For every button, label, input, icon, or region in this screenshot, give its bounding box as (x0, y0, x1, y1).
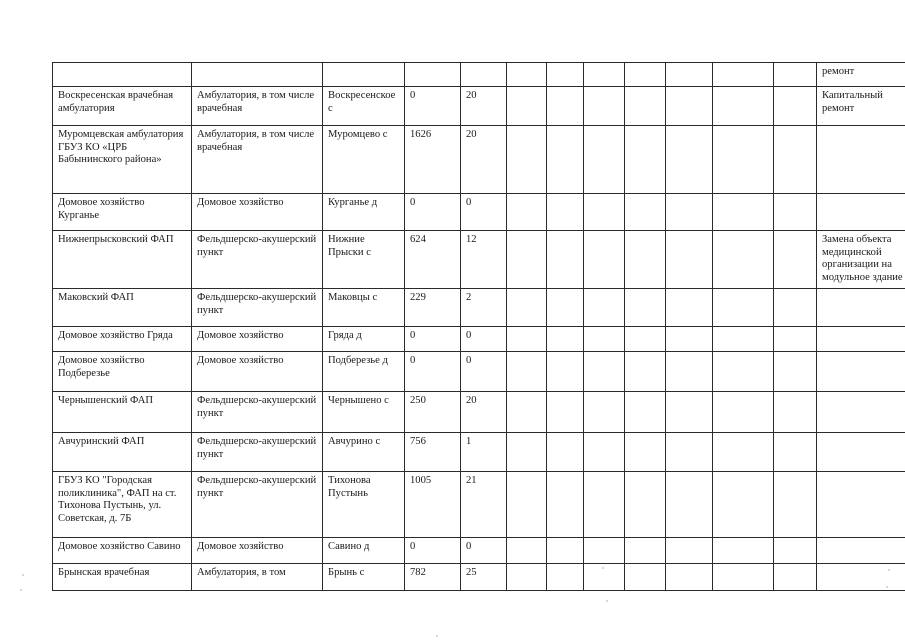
cell-type: Домовое хозяйство (192, 327, 323, 352)
cell-note (817, 289, 905, 327)
cell-empty (713, 392, 774, 433)
cell-empty (547, 327, 584, 352)
cell-name: Чернышенский ФАП (53, 392, 192, 433)
cell-empty (584, 231, 625, 289)
cell-empty (584, 289, 625, 327)
cell-locality: Воскресенское с (323, 87, 405, 126)
cell-locality: Тихонова Пустынь (323, 472, 405, 538)
cell-population: 0 (405, 352, 461, 392)
cell-note: ремонт (817, 63, 905, 87)
table-row (53, 392, 905, 433)
cell-name: Домовое хозяйство Подберезье (53, 352, 192, 392)
cell-empty (666, 564, 713, 591)
cell-empty (507, 472, 547, 538)
cell-empty (507, 231, 547, 289)
cell-empty (625, 194, 666, 231)
cell-name: Маковский ФАП (53, 289, 192, 327)
cell-empty (625, 392, 666, 433)
table-row (53, 87, 905, 126)
cell-locality: Гряда д (323, 327, 405, 352)
cell-population: 1626 (405, 126, 461, 194)
scan-speck (606, 600, 608, 602)
cell-note (817, 538, 905, 564)
cell-empty (625, 433, 666, 472)
cell-name: Нижнепрысковский ФАП (53, 231, 192, 289)
cell-type: Домовое хозяйство (192, 538, 323, 564)
cell-type: Фельдшерско-акушерский пункт (192, 392, 323, 433)
cell-locality: Нижние Прыски с (323, 231, 405, 289)
cell-type: Амбулатория, в том (192, 564, 323, 591)
table-row (53, 194, 905, 231)
cell-name: Домовое хозяйство Гряда (53, 327, 192, 352)
cell-empty (666, 327, 713, 352)
scan-speck (436, 635, 438, 637)
cell-locality: Авчурино с (323, 433, 405, 472)
cell-locality: Брынь с (323, 564, 405, 591)
cell-note (817, 564, 905, 591)
cell-distance (461, 63, 507, 87)
cell-empty (625, 63, 666, 87)
cell-population: 1005 (405, 472, 461, 538)
cell-empty (666, 352, 713, 392)
cell-empty (547, 352, 584, 392)
cell-population: 0 (405, 538, 461, 564)
cell-population: 0 (405, 327, 461, 352)
cell-empty (774, 289, 817, 327)
cell-empty (774, 472, 817, 538)
table-row (53, 472, 905, 538)
cell-empty (713, 327, 774, 352)
cell-name: ГБУЗ КО "Городская поликлиника", ФАП на ст. Тихонова Пустынь, ул. Советская, д. 7Б (53, 472, 192, 538)
cell-type: Домовое хозяйство (192, 194, 323, 231)
cell-empty (507, 327, 547, 352)
cell-empty (774, 392, 817, 433)
cell-empty (666, 194, 713, 231)
cell-empty (547, 231, 584, 289)
cell-empty (507, 564, 547, 591)
table-row (53, 327, 905, 352)
cell-locality: Муромцево с (323, 126, 405, 194)
cell-empty (507, 194, 547, 231)
scan-speck (22, 574, 24, 576)
cell-empty (625, 126, 666, 194)
cell-name: Брынская врачебная (53, 564, 192, 591)
cell-note: Замена объекта медицинской организации на модульное здание (817, 231, 905, 289)
cell-population: 0 (405, 87, 461, 126)
cell-name: Авчуринский ФАП (53, 433, 192, 472)
cell-empty (666, 433, 713, 472)
cell-empty (774, 564, 817, 591)
cell-empty (666, 87, 713, 126)
cell-type: Фельдшерско-акушерский пункт (192, 472, 323, 538)
cell-empty (666, 472, 713, 538)
cell-empty (547, 289, 584, 327)
table-row (53, 352, 905, 392)
cell-population: 0 (405, 194, 461, 231)
cell-empty (584, 194, 625, 231)
table-row (53, 538, 905, 564)
cell-empty (713, 289, 774, 327)
cell-empty (507, 352, 547, 392)
cell-note: Капитальный ремонт (817, 87, 905, 126)
cell-empty (584, 352, 625, 392)
facilities-table (52, 62, 905, 591)
cell-type: Амбулатория, в том числе врачебная (192, 87, 323, 126)
cell-empty (666, 231, 713, 289)
cell-note (817, 392, 905, 433)
cell-population (405, 63, 461, 87)
cell-note (817, 433, 905, 472)
cell-locality: Чернышено с (323, 392, 405, 433)
cell-empty (774, 327, 817, 352)
cell-empty (774, 352, 817, 392)
cell-type: Фельдшерско-акушерский пункт (192, 433, 323, 472)
cell-type: Фельдшерско-акушерский пункт (192, 289, 323, 327)
cell-empty (584, 87, 625, 126)
cell-empty (547, 472, 584, 538)
cell-empty (713, 231, 774, 289)
cell-population: 229 (405, 289, 461, 327)
cell-locality: Савино д (323, 538, 405, 564)
cell-empty (625, 352, 666, 392)
cell-empty (584, 564, 625, 591)
cell-population: 250 (405, 392, 461, 433)
cell-empty (713, 472, 774, 538)
cell-distance: 2 (461, 289, 507, 327)
cell-population: 756 (405, 433, 461, 472)
table-row (53, 289, 905, 327)
cell-note (817, 194, 905, 231)
cell-empty (584, 472, 625, 538)
cell-empty (547, 538, 584, 564)
cell-name: Воскресенская врачебная амбулатория (53, 87, 192, 126)
cell-empty (713, 194, 774, 231)
cell-distance: 12 (461, 231, 507, 289)
cell-empty (547, 63, 584, 87)
cell-distance: 20 (461, 87, 507, 126)
cell-note (817, 472, 905, 538)
cell-name: Домовое хозяйство Курганье (53, 194, 192, 231)
cell-empty (774, 87, 817, 126)
cell-note (817, 327, 905, 352)
cell-empty (666, 289, 713, 327)
cell-note (817, 352, 905, 392)
cell-empty (666, 538, 713, 564)
cell-empty (547, 433, 584, 472)
cell-empty (713, 433, 774, 472)
scan-speck (886, 586, 888, 588)
cell-empty (713, 564, 774, 591)
table-row (53, 231, 905, 289)
cell-empty (507, 392, 547, 433)
cell-note (817, 126, 905, 194)
cell-empty (774, 194, 817, 231)
cell-empty (666, 63, 713, 87)
cell-empty (625, 87, 666, 126)
cell-empty (584, 63, 625, 87)
cell-empty (584, 538, 625, 564)
cell-distance: 0 (461, 352, 507, 392)
cell-empty (547, 87, 584, 126)
cell-name: Муромцевская амбулатория ГБУЗ КО «ЦРБ Бабынинского района» (53, 126, 192, 194)
cell-empty (713, 352, 774, 392)
cell-empty (666, 126, 713, 194)
cell-empty (507, 289, 547, 327)
cell-empty (713, 126, 774, 194)
cell-empty (713, 538, 774, 564)
cell-type: Амбулатория, в том числе врачебная (192, 126, 323, 194)
cell-type: Домовое хозяйство (192, 352, 323, 392)
cell-empty (774, 433, 817, 472)
cell-empty (584, 327, 625, 352)
cell-distance: 25 (461, 564, 507, 591)
cell-empty (547, 392, 584, 433)
cell-empty (507, 538, 547, 564)
cell-empty (547, 564, 584, 591)
cell-empty (625, 327, 666, 352)
cell-empty (774, 126, 817, 194)
cell-distance: 0 (461, 194, 507, 231)
cell-distance: 20 (461, 392, 507, 433)
cell-empty (713, 87, 774, 126)
cell-empty (625, 289, 666, 327)
cell-empty (507, 433, 547, 472)
cell-population: 624 (405, 231, 461, 289)
cell-empty (625, 231, 666, 289)
cell-locality: Подберезье д (323, 352, 405, 392)
cell-empty (547, 194, 584, 231)
cell-empty (507, 63, 547, 87)
cell-empty (774, 538, 817, 564)
cell-name: Домовое хозяйство Савино (53, 538, 192, 564)
cell-distance: 1 (461, 433, 507, 472)
cell-locality: Маковцы с (323, 289, 405, 327)
cell-type: Фельдшерско-акушерский пункт (192, 231, 323, 289)
table-row (53, 126, 905, 194)
scan-speck (888, 569, 890, 571)
cell-locality (323, 63, 405, 87)
cell-empty (584, 392, 625, 433)
cell-empty (713, 63, 774, 87)
table-row (53, 564, 905, 591)
scan-speck (20, 589, 22, 591)
cell-distance: 20 (461, 126, 507, 194)
cell-empty (625, 564, 666, 591)
cell-empty (507, 87, 547, 126)
cell-empty (625, 472, 666, 538)
cell-population: 782 (405, 564, 461, 591)
cell-locality: Курганье д (323, 194, 405, 231)
cell-empty (547, 126, 584, 194)
cell-empty (507, 126, 547, 194)
cell-type (192, 63, 323, 87)
cell-distance: 0 (461, 538, 507, 564)
cell-empty (774, 63, 817, 87)
cell-name (53, 63, 192, 87)
cell-empty (584, 433, 625, 472)
scan-speck (602, 567, 604, 569)
cell-distance: 21 (461, 472, 507, 538)
cell-distance: 0 (461, 327, 507, 352)
table-row (53, 433, 905, 472)
cell-empty (666, 392, 713, 433)
table-row (53, 63, 905, 87)
cell-empty (625, 538, 666, 564)
cell-empty (584, 126, 625, 194)
cell-empty (774, 231, 817, 289)
